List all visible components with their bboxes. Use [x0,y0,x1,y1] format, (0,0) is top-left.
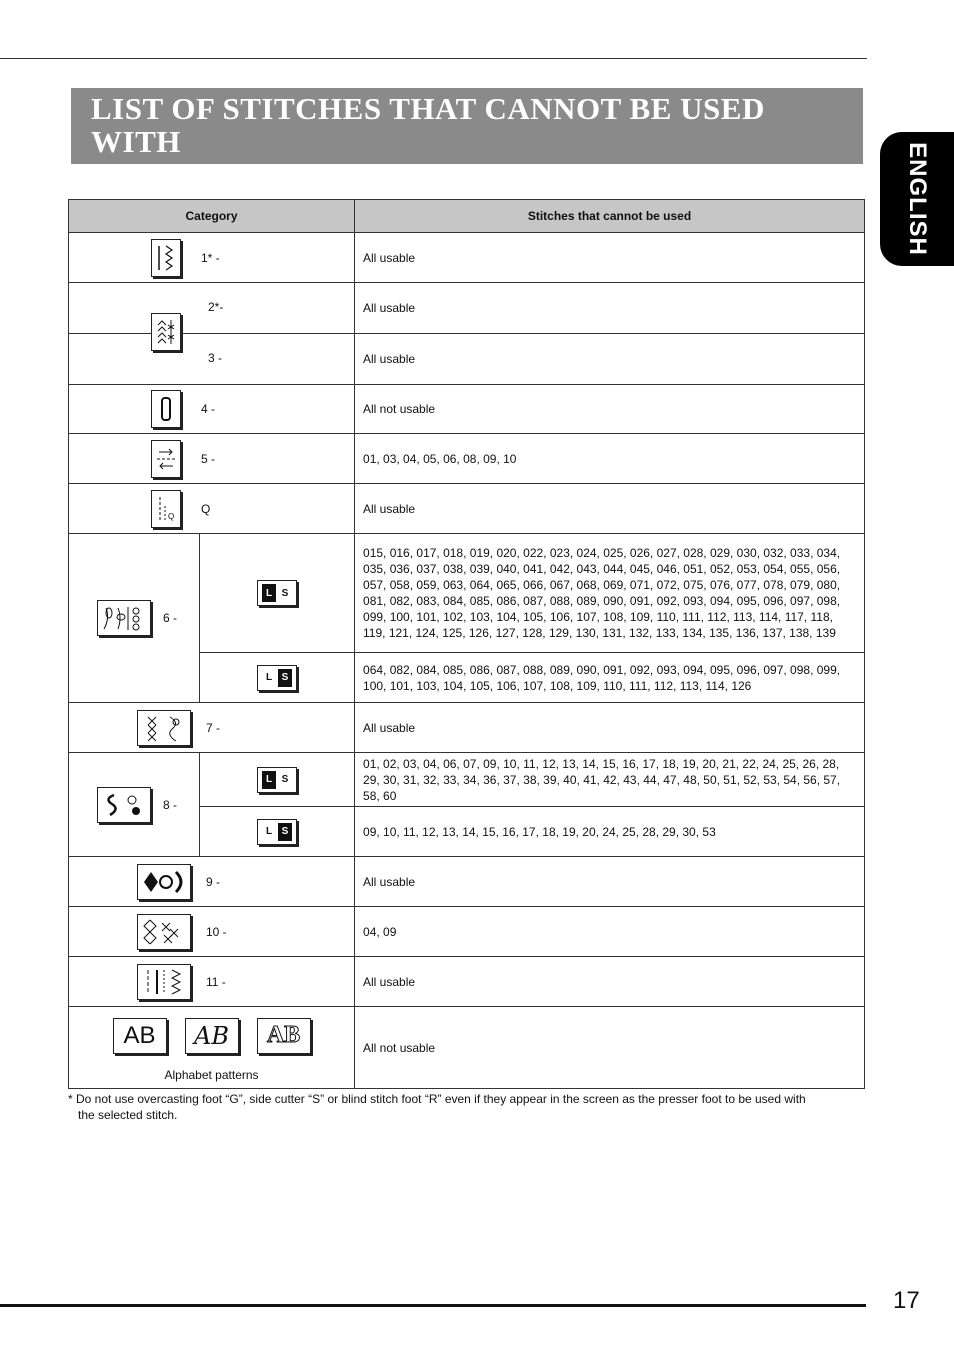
stitch-value: All usable [355,957,865,1007]
page-title [71,88,863,192]
category-cell [69,385,355,434]
stitch-value: All usable [355,484,865,534]
table-row [69,283,865,334]
category-label: Q [201,501,211,516]
language-tab-label: ENGLISH [904,142,931,256]
table-row [69,857,865,907]
ls-selector-l [257,767,297,793]
footnote-line-1: * Do not use overcasting foot “G”, side cutter “S” or blind stitch foot “R” even if they appear in the screen as the presser foot to be used with [68,1092,806,1106]
category-label: 4 - [201,402,216,416]
category-cell [69,334,355,385]
category-label: Alphabet patterns [164,1067,259,1082]
l-key: L [265,826,273,837]
table-row [69,703,865,753]
presser-l-cell [200,753,355,807]
header-stitches: Stitches that cannot be used [355,200,865,233]
stitch-value: 01, 02, 03, 04, 06, 07, 09, 10, 11, 12, 13, 14, 15, 16, 17, 18, 19, 20, 21, 22, 24, 25, 26, 28, 29, 30, 31, 32, 33, 34, 36, 37, 38, 39, 40, 41, 42, 43, 44, 47, 48, 50, 51, 52, 53, 54, 56, 57, 58, 60 [355,753,865,807]
stitch-value: 064, 082, 084, 085, 086, 087, 088, 089, 090, 091, 092, 093, 094, 095, 096, 097, 098, 099, 100, 101, 103, 104, 105, 106, 107, 108, 109, 110, 111, 112, 113, 114, 126 [355,653,865,703]
stitch-value: All not usable [355,1007,865,1089]
stitch-value: All usable [355,857,865,907]
language-tab [880,132,954,266]
straight-zigzag-icon [137,964,191,1000]
l-key: L [262,584,276,602]
utility-stitch-icon [151,239,181,277]
alphabet-icons [77,1018,346,1054]
presser-s-cell [200,807,355,857]
cross-pattern-icon [137,914,191,950]
table-row [69,907,865,957]
table-row [69,1007,865,1089]
stitch-value: All usable [355,283,865,334]
stitch-value: 04, 09 [355,907,865,957]
ls-selector-s [257,819,297,845]
category-label: 8 - [163,797,178,812]
multi-direction-icon [151,440,181,478]
table-row [69,484,865,534]
category-label: 1* - [201,250,220,265]
category-label: 6 - [163,611,178,625]
table-row [69,753,865,807]
stitch-value: All usable [355,334,865,385]
category-label: 2*- [208,300,224,314]
alphabet-block-icon: AB [113,1018,167,1054]
category-cell [69,703,355,753]
buttonhole-icon [151,390,181,428]
category-label: 5 - [201,451,216,466]
svg-text:Q: Q [168,511,175,521]
category-cell [69,957,355,1007]
alphabet-outline-icon: AB [257,1018,311,1054]
page-title-line-1: LIST OF STITCHES THAT CANNOT BE USED WITH [91,91,765,159]
presser-l-cell [200,534,355,653]
category-cell [69,1007,355,1089]
category-label: 11 - [206,974,226,989]
category-cell [69,534,200,703]
category-cell [69,434,355,484]
category-cell [69,907,355,957]
table-row [69,385,865,434]
s-key: S [278,669,292,687]
top-rule [0,58,867,59]
stitch-value: All usable [355,233,865,283]
table-row [69,434,865,484]
decorative-floral-icon [97,600,151,636]
alphabet-script-icon: AB [185,1018,239,1054]
table-row [69,957,865,1007]
stitch-value: 09, 10, 11, 12, 13, 14, 15, 16, 17, 18, 19, 20, 24, 25, 28, 29, 30, 53 [355,807,865,857]
page-number: 17 [893,1287,920,1314]
table-row [69,534,865,653]
page-title-line-2: THE CIRCULAR ATTACHMENT [91,157,570,192]
ls-selector-s [257,665,297,691]
footnote-line-2: the selected stitch. [78,1108,178,1122]
quilting-stitch-icon [151,490,181,528]
satin-motif-icon [97,787,151,823]
table-row [69,233,865,283]
category-cell [69,857,355,907]
category-cell [69,283,355,334]
s-key: S [281,774,289,785]
category-cell [69,753,200,857]
category-label: 9 - [206,874,221,889]
category-label: 10 - [206,924,227,939]
satin-shapes-icon [137,864,191,900]
stitch-value: All not usable [355,385,865,434]
l-key: L [262,771,276,789]
category-label: 3 - [208,351,223,365]
table-row [69,334,865,385]
s-key: S [278,823,292,841]
header-category: Category [69,200,355,233]
s-key: S [281,587,289,599]
ls-selector-l [257,580,297,606]
stitch-table [68,199,865,1089]
bottom-rule [0,1304,866,1307]
footnote [68,1091,864,1123]
table-header-row [69,200,865,233]
category-label: 7 - [206,720,221,735]
category-cell [69,233,355,283]
stitch-value: All usable [355,703,865,753]
stitch-value: 01, 03, 04, 05, 06, 08, 09, 10 [355,434,865,484]
category-cell [69,484,355,534]
l-key: L [265,672,273,683]
cross-stitch-icon [137,710,191,746]
presser-s-cell [200,653,355,703]
stitch-value: 015, 016, 017, 018, 019, 020, 022, 023, 024, 025, 026, 027, 028, 029, 030, 032, 033, 034, 035, 036, 037, 038, 039, 040, 041, 042, 043, 044, 045, 046, 051, 052, 053, 054, 055, 056, 057, 058, 059, 063, 064, 065, 066, 067, 068, 069, 071, 072, 075, 076, 077, 078, 079, 080, 081, 082, 083, 084, 085, 086, 087, 088, 089, 090, 091, 092, 093, 094, 095, 096, 097, 098, 099, 100, 101, 102, 103, 104, 105, 106, 107, 108, 109, 110, 111, 112, 113, 114, 117, 118, 119, 121, 124, 125, 126, 127, 128, 129, 130, 131, 132, 133, 134, 135, 136, 137, 138, 139 [355,534,865,653]
